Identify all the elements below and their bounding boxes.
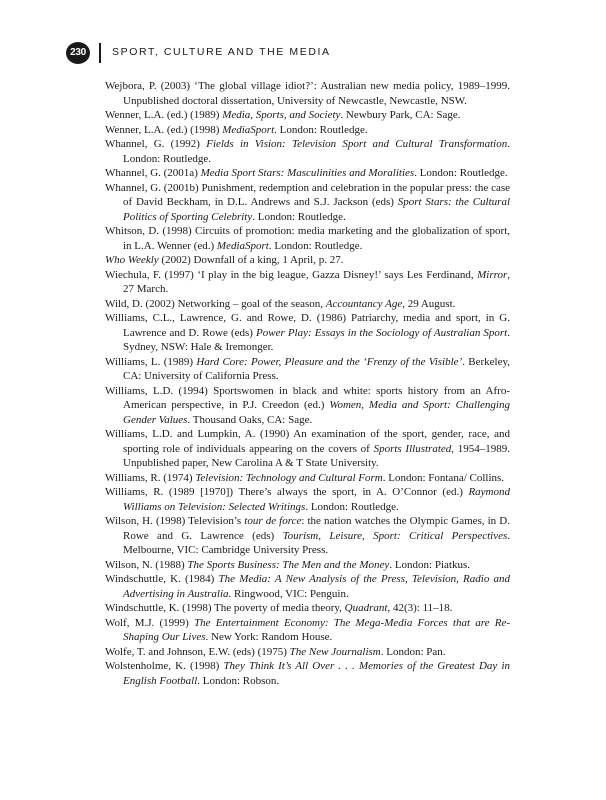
- reference-entry: [105, 427, 510, 471]
- reference-title: Power Play: Essays in the Sociology of Australian Sport: [256, 326, 508, 339]
- reference-text: . Sydney, NSW: Hale & Iremonger.: [123, 326, 510, 353]
- reference-entry: [105, 659, 510, 688]
- reference-entry: [105, 137, 510, 166]
- reference-list: [105, 79, 510, 688]
- reference-entry: [105, 253, 510, 268]
- reference-text: . Melbourne, VIC: Cambridge University Press.: [123, 529, 510, 556]
- reference-entry: [105, 224, 510, 253]
- reference-text: Wilson, N. (1988): [105, 558, 188, 571]
- reference-text: Windschuttle, K. (1984): [105, 573, 219, 585]
- reference-title: Accountancy Age: [325, 297, 403, 310]
- reference-title: Tourism, Leisure, Sport: Critical Perspectives: [282, 529, 508, 542]
- reference-text: . London: Routledge.: [123, 138, 510, 165]
- reference-title: Fields in Vision: Television Sport and Cultural Transformation: [206, 138, 508, 150]
- reference-text: . London: Piatkus.: [389, 558, 470, 571]
- reference-text: Wenner, L.A. (ed.) (1989): [105, 109, 223, 121]
- running-title: SPORT, CULTURE AND THE MEDIA: [112, 46, 331, 58]
- reference-entry: [105, 123, 510, 138]
- reference-entry: [105, 268, 510, 297]
- reference-text: Wolfe, T. and Johnson, E.W. (eds) (1975): [105, 645, 290, 658]
- reference-text: . Thousand Oaks, CA: Sage.: [187, 413, 313, 426]
- reference-text: . London: Fontana/ Collins.: [382, 471, 505, 484]
- reference-text: . London: Routledge.: [414, 167, 508, 179]
- reference-title: Sports Illustrated: [373, 442, 452, 455]
- reference-title: MediaSport: [222, 123, 275, 136]
- reference-text: , 1954–1989. Unpublished paper, New Carolina A & T State University.: [123, 442, 511, 469]
- reference-entry: [105, 311, 510, 355]
- reference-text: Wenner, L.A. (ed.) (1998): [105, 123, 223, 136]
- reference-title: Media Sport Stars: Masculinities and Moralities: [200, 167, 415, 179]
- reference-title: MediaSport: [216, 239, 269, 252]
- reference-entry: [105, 558, 510, 573]
- reference-text: Whannel, G. (2001b) Punishment, redemption and celebration in the popular press: the case of David Beckham, in D.L. Andrews and S.J. Jackson (eds): [105, 181, 510, 208]
- reference-text: . Newbury Park, CA: Sage.: [340, 109, 461, 121]
- reference-entry: [105, 181, 510, 225]
- header-divider: [99, 43, 101, 63]
- reference-title: The Entertainment Economy: The Mega-Media Forces that are Re-Shaping Our Lives: [123, 616, 511, 643]
- reference-text: . London: Routledge.: [268, 239, 363, 252]
- reference-text: Wolstenholme, K. (1998): [105, 660, 224, 672]
- reference-entry: [105, 485, 510, 514]
- reference-title: Sport Stars: the Cultural Politics of Sporting Celebrity: [123, 196, 511, 223]
- reference-entry: [105, 166, 510, 181]
- reference-text: Williams, L.D. (1994) Sportswomen in black and white: sports history from an Afro-American perspective, in P.J. Creedon (ed.): [105, 384, 510, 411]
- reference-title: Quadrant: [344, 602, 388, 614]
- reference-text: . London: Pan.: [380, 645, 446, 658]
- reference-text: Williams, C.L., Lawrence, G. and Rowe, D. (1986) Patriarchy, media and sport, in G. Lawrence and D. Rowe (eds): [105, 312, 510, 339]
- reference-entry: [105, 616, 510, 645]
- reference-text: Williams, R. (1989 [1970]) There’s always the sport, in A. O’Connor (ed.): [105, 486, 469, 498]
- reference-text: Wild, D. (2002) Networking – goal of the season,: [105, 297, 326, 310]
- reference-title: The New Journalism: [289, 645, 381, 658]
- reference-text: Whitson, D. (1998) Circuits of promotion: media marketing and the globalization of sport, in L.A. Wenner (ed.): [105, 225, 510, 252]
- reference-title: They Think It’s All Over . . . Memories of the Greatest Day in English Football: [123, 660, 510, 687]
- reference-entry: [105, 645, 510, 660]
- reference-title: Who Weekly: [105, 254, 159, 266]
- reference-entry: [105, 471, 510, 486]
- reference-text: Wiechula, F. (1997) ‘I play in the big league, Gazza Disney!’ says Les Ferdinand,: [105, 268, 478, 281]
- reference-title: Media, Sports, and Society: [222, 109, 341, 121]
- reference-entry: [105, 108, 510, 123]
- reference-text: , 29 August.: [402, 297, 456, 310]
- reference-text: , 27 March.: [123, 268, 510, 295]
- reference-text: Wolf, M.J. (1999): [105, 616, 195, 629]
- reference-text: , 42(3): 11–18.: [387, 602, 453, 614]
- reference-text: . New York: Random House.: [205, 631, 333, 643]
- reference-text: . London: Routledge.: [305, 500, 399, 513]
- reference-text: Whannel, G. (1992): [105, 138, 207, 150]
- reference-title: The Sports Business: The Men and the Money: [187, 558, 390, 571]
- reference-entry: [105, 297, 510, 312]
- reference-title: The Media: A New Analysis of the Press, Television, Radio and Advertising in Australia: [123, 573, 510, 600]
- reference-text: . London: Routledge.: [252, 210, 346, 223]
- reference-text: . London: Robson.: [197, 674, 280, 687]
- reference-title: Mirror: [477, 268, 508, 281]
- reference-title: Hard Core: Power, Pleasure and the ‘Frenzy of the Visible’: [196, 355, 463, 368]
- reference-text: . Berkeley, CA: University of California Press.: [123, 355, 510, 382]
- reference-text: Williams, L. (1989): [105, 355, 197, 368]
- reference-title: Television: Technology and Cultural Form: [195, 471, 383, 484]
- reference-text: Windschuttle, K. (1998) The poverty of media theory,: [105, 602, 345, 614]
- reference-text: Wejbora, P. (2003) ‘The global village idiot?’: Australian new media policy, 1989–1999. Unpublished doctoral dissertation, University of Newcastle, Newcastle, NSW.: [105, 80, 510, 107]
- reference-text: Williams, L.D. and Lumpkin, A. (1990) An examination of the sport, gender, race, and sporting role of individuals appearing on the covers of: [105, 428, 510, 455]
- reference-entry: [105, 79, 510, 108]
- reference-text: . London: Routledge.: [274, 123, 368, 136]
- reference-text: Wilson, H. (1998) Television’s: [105, 515, 245, 527]
- reference-text: (2002) Downfall of a king, 1 April, p. 27.: [158, 254, 344, 266]
- reference-text: Whannel, G. (2001a): [105, 167, 201, 179]
- reference-text: . Ringwood, VIC: Penguin.: [228, 587, 349, 600]
- reference-text: : the nation watches the Olympic Games, in D. Rowe and G. Lawrence (eds): [123, 515, 510, 542]
- reference-entry: [105, 355, 510, 384]
- reference-entry: [105, 601, 510, 616]
- reference-title: Women, Media and Sport: Challenging Gender Values: [123, 399, 510, 426]
- running-header: [66, 42, 526, 66]
- reference-entry: [105, 384, 510, 428]
- reference-text: Williams, R. (1974): [105, 471, 196, 484]
- reference-title: Raymond Williams on Television: Selected Writings: [123, 486, 510, 513]
- reference-title: tour de force: [244, 515, 302, 527]
- reference-entry: [105, 572, 510, 601]
- page-number: 230: [66, 42, 90, 64]
- reference-entry: [105, 514, 510, 558]
